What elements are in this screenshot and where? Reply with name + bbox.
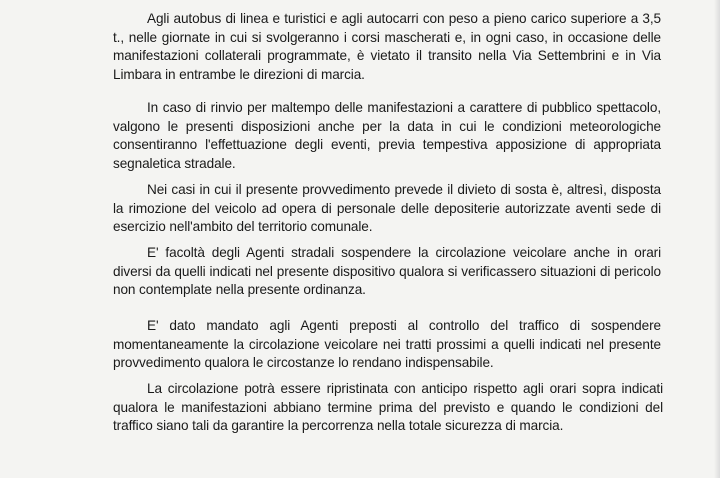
paragraph-early-restoration: La circolazione potrà essere ripristinata con anticipo rispetto agli orari sopra indicati qualora le manifestazioni abbiano termine prima del previsto e quando le condizioni del traffico siano tali da garantire la percorrenza nella totale sicurezza di marcia. [113,381,663,433]
page-edge-shadow [714,0,720,478]
paragraph-traffic-control-mandate: E' dato mandato agli Agenti preposti al controllo del traffico di sospendere momentaneamente la circolazione veicolare nei tratti prossimi a quelli indicati nel presente provvedimento qualora le circostanze lo rendano indispensabile. [113,318,661,370]
paragraph-vehicle-removal: Nei casi in cui il presente provvedimento prevede il divieto di sosta è, altresì, disposta la rimozione del veicolo ad opera di personale delle depositerie autorizzate aventi sede di esercizio nell'ambito del territorio comunale. [113,182,661,234]
paragraph-bus-transit-ban: Agli autobus di linea e turistici e agli autocarri con peso a pieno carico superiore a 3,5 t., nelle giornate in cui si svolgeranno i corsi mascherati e, in ogni caso, in occasione delle manifestazioni collaterali programmate, è vietato il transito nella Via Settembrini e in Via Limbara in entrambe le direzioni di marcia. [113,11,661,82]
paragraph-agents-suspension: E' facoltà degli Agenti stradali sospendere la circolazione veicolare anche in orari diversi da quelli indicati nel presente dispositivo qualora si verificassero situazioni di pericolo non contemplate nella presente ordinanza. [113,245,661,297]
paragraph-weather-postponement: In caso di rinvio per maltempo delle manifestazioni a carattere di pubblico spettacolo, valgono le presenti disposizioni anche per la data in cui le condizioni meteorologiche consentiranno l'effettuazione degli eventi, previa tempestiva apposizione di appropriata segnaletica stradale. [113,100,661,171]
